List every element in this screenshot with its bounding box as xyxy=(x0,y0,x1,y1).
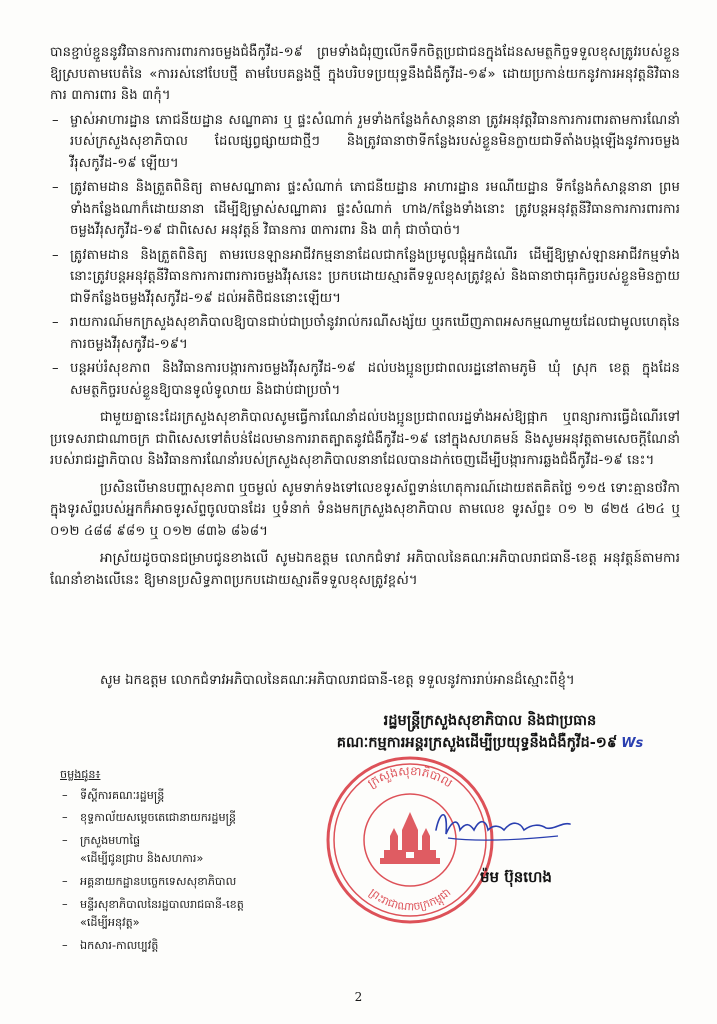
minister-title-text: គណៈកម្មការអន្តរក្រសួងដើម្បីប្រយុទ្ធនឹងជំងឺកូវីដ-១៩ xyxy=(336,734,618,751)
recipients-header: ចម្លងជូន៖ xyxy=(60,768,101,781)
recipients-list xyxy=(60,768,320,961)
seal-text-top: ក្រសួងសុខាភិបាល xyxy=(365,763,455,791)
minister-title-line-1: រដ្ឋមន្ត្រីក្រសួងសុខាភិបាល និងជាប្រធាន xyxy=(383,712,597,729)
closing-salutation: សូម ឯកឧត្តម លោកជំទាវអភិបាលនៃគណៈអភិបាលរាជធានី-ខេត្ត ទទួលនូវការរាប់អានដ៏ស្មោះពីខ្ញុំ។ xyxy=(100,673,575,688)
svg-text:ក្រសួងសុខាភិបាល xyxy=(365,764,455,791)
recipient-item: – ឯកសារ-កាលប្បវត្តិ xyxy=(60,939,320,954)
page-number: 2 xyxy=(354,990,363,1004)
bullet-item: – ម្ចាស់អាហារដ្ឋាន ភោជនីយដ្ឋាន សណ្ឋាគារ ឬ ផ្ទះសំណាក់ រួមទាំងកន្លែងកំសាន្តនានា ត្រូវអនុវត្តវិធានការការពារតាមការណែនាំរបស់ក្រសួងសុខាភិបាល ដែលផ្សព្វផ្សាយជាថ្មីៗ និងត្រូវធានាថាទីកន្លែងរបស់ខ្លួនមិនក្លាយជាទីតាំងបង្កឡើងនូវការចម្លងវីរុសកូវីដ-១៩ ឡើយ។ xyxy=(50,110,680,175)
recipient-note: «ដើម្បីអនុវត្ត» xyxy=(80,916,140,930)
handwritten-initial: Ws xyxy=(621,736,644,751)
letter-body xyxy=(50,42,680,591)
recipient-item: – ខុទ្ទកាល័យសម្តេចតេជោនាយករដ្ឋមន្ត្រី xyxy=(60,811,320,826)
seal-text-bottom: ព្រះរាជាណាចក្រកម្ពុជា xyxy=(366,885,454,914)
body-paragraph-3: ប្រសិនបើមានបញ្ហាសុខភាព ឬចម្ងល់ សូមទាក់ទងទៅលេខទូរស័ព្ទទាន់ហេតុការណ៍ដោយឥតគិតថ្លៃ ១១៥ ទោះគ្មានថវិកាក្នុងទូរស័ព្ទរបស់អ្នកក៏អាចទូរស័ព្ទចូលបានដែរ ឬទំនាក់ ទំនងមកក្រសួងសុខាភិបាល តាមលេខ ទូរស័ព្ទ៖ ០១ ២ ៨២៥ ៤២៤ ឬ ០១២ ៤៨៨ ៩៨១ ឬ ០១២ ៨៣៦ ៨៦៨។ xyxy=(50,480,680,539)
bullet-item: – ត្រូវតាមដាន និងត្រួតពិនិត្យ តាមសណ្ឋាគារ ផ្ទះសំណាក់ ភោជនីយដ្ឋាន អាហារដ្ឋាន រមណីយដ្ឋាន ទីកន្លែងកំសាន្តនានា ព្រមទាំងកន្លែងណាក៏ដោយនានា ដើម្បីឱ្យម្ចាស់សណ្ឋាគារ ផ្ទះសំណាក់ ហាង/កន្លែងទាំងនោះ ត្រូវបន្តអនុវត្តនីវិធានការការពារការចម្លងវីរុសកូវីដ-១៩ ជាពិសេស អនុវត្តន៍ វិធានការ ៣ការពារ និង ៣កុំ ជាចាំបាច់។ xyxy=(50,177,680,242)
bullet-item: – ត្រូវតាមដាន និងត្រួតពិនិត្យ តាមរបេនឡានអាជីវកម្មនានាដែលជាកន្លែងប្រមូលផ្តុំអ្នកដំណើរ ដើម្បីឱ្យម្ចាស់ឡានអាជីវកម្មទាំងនោះត្រូវបន្តអនុវត្តនីវិធានការការពារការចម្លងវីរុសនេះ ប្រកបដោយស្មារតីទទួលខុសត្រូវខ្ពស់ និងធានាថាធុរកិច្ចរបស់ខ្លួនមិនក្លាយជាទីកន្លែងចម្លងវីរុសកូវីដ-១៩ ដល់អតិថិជននោះឡើយ។ xyxy=(50,245,680,310)
body-paragraph-1: បានខ្ជាប់ខ្ជួននូវវិធានការការពារការចម្លងជំងឺកូវីដ-១៩ ព្រមទាំងជំរុញលើកទឹកចិត្តប្រជាជនក្នុងដែនសមត្ថកិច្ចទទួលខុសត្រូវរបស់ខ្លួន ឱ្យស្របតាមបេតំនៃ «ការរស់នៅបែបថ្មី តាមបែបគន្លងថ្មី ក្នុងបរិបទប្រយុទ្ធនឹងជំងឺកូវីដ-១៩» ដោយប្រកាន់យកនូវការអនុវត្តនិវិធានការ ៣ការពារ និង ៣កុំ។ xyxy=(50,45,680,103)
body-paragraph-2: ជាមួយគ្នានេះដែរក្រសួងសុខាភិបាលសូមធ្វើការណែនាំដល់បងប្អូនប្រជាពលរដ្ឋទាំងអស់ឱ្យផ្អាក ឬពន្យារការធ្វើដំណើរទៅប្រទេសរាជាណាចក្រ ជាពិសេសទៅតំបន់ដែលមានការរាតត្បាតនូវជំងឺកូវីដ-១៩ នៅក្នុងសហគមន៍ និងសូមអនុវត្តតាមសេចក្តីណែនាំរបស់រាជរដ្ឋាភិបាល និងវិធានការណែនាំរបស់ក្រសួងសុខាភិបាលនានាដែលបានដាក់ចេញដើម្បីបង្ការការឆ្លងជំងឺកូវីដ-១៩ នេះ។ xyxy=(50,410,680,468)
signer-name: ម៉ម ប៊ុនហេង xyxy=(480,868,552,886)
bullet-list xyxy=(50,110,680,402)
body-paragraph-4: អាស្រ័យដូចបានជម្រាបជូនខាងលើ សូមឯកឧត្តម លោកជំទាវ អភិបាលនៃគណៈអភិបាលរាជធានី-ខេត្ត អនុវត្តន៍តាមការណែនាំខាងលើនេះ ឱ្យមានប្រសិទ្ធភាពប្រកបដោយស្មារតីទទួលខុសត្រូវខ្ពស់។ xyxy=(50,551,680,588)
recipient-item: – ទីស្តីការគណៈរដ្ឋមន្ត្រី xyxy=(60,789,320,804)
bullet-item: – រាយការណ៍មកក្រសួងសុខាភិបាលឱ្យបានជាប់ជាប្រចាំនូវរាល់ករណីសង្ស័យ ឬរកឃើញភាពអសកម្មណាមួយដែលជាមូលហេតុនៃ ការចម្លងវីរុសកូវីដ-១៩។ xyxy=(50,312,680,355)
signature-block xyxy=(270,710,710,755)
recipient-item: – អគ្គនាយកដ្ឋានបច្ចេកទេសសុខាភិបាល xyxy=(60,875,320,890)
recipient-note: «ដើម្បីជូនជ្រាប និងសហការ» xyxy=(80,852,204,866)
handwritten-signature xyxy=(428,800,578,850)
bullet-item: – បន្តអប់រំសុខភាព និងវិធានការបង្ការការចម្លងវីរុសកូវីដ-១៩ ដល់បងប្អូនប្រជាពលរដ្ឋនៅតាមភូមិ ឃុំ ស្រុក ខេត្ត ក្នុងដែនសមត្ថកិច្ចរបស់ខ្លួនឱ្យបានទូលំទូលាយ និងជាប់ជាប្រចាំ។ xyxy=(50,358,680,401)
recipient-item: – មន្ទីរសុខាភិបាលនៃរដ្ឋបាលរាជធានី-ខេត្ត xyxy=(60,898,320,913)
recipient-item: – ក្រសួងមហាផ្ទៃ xyxy=(60,834,320,849)
